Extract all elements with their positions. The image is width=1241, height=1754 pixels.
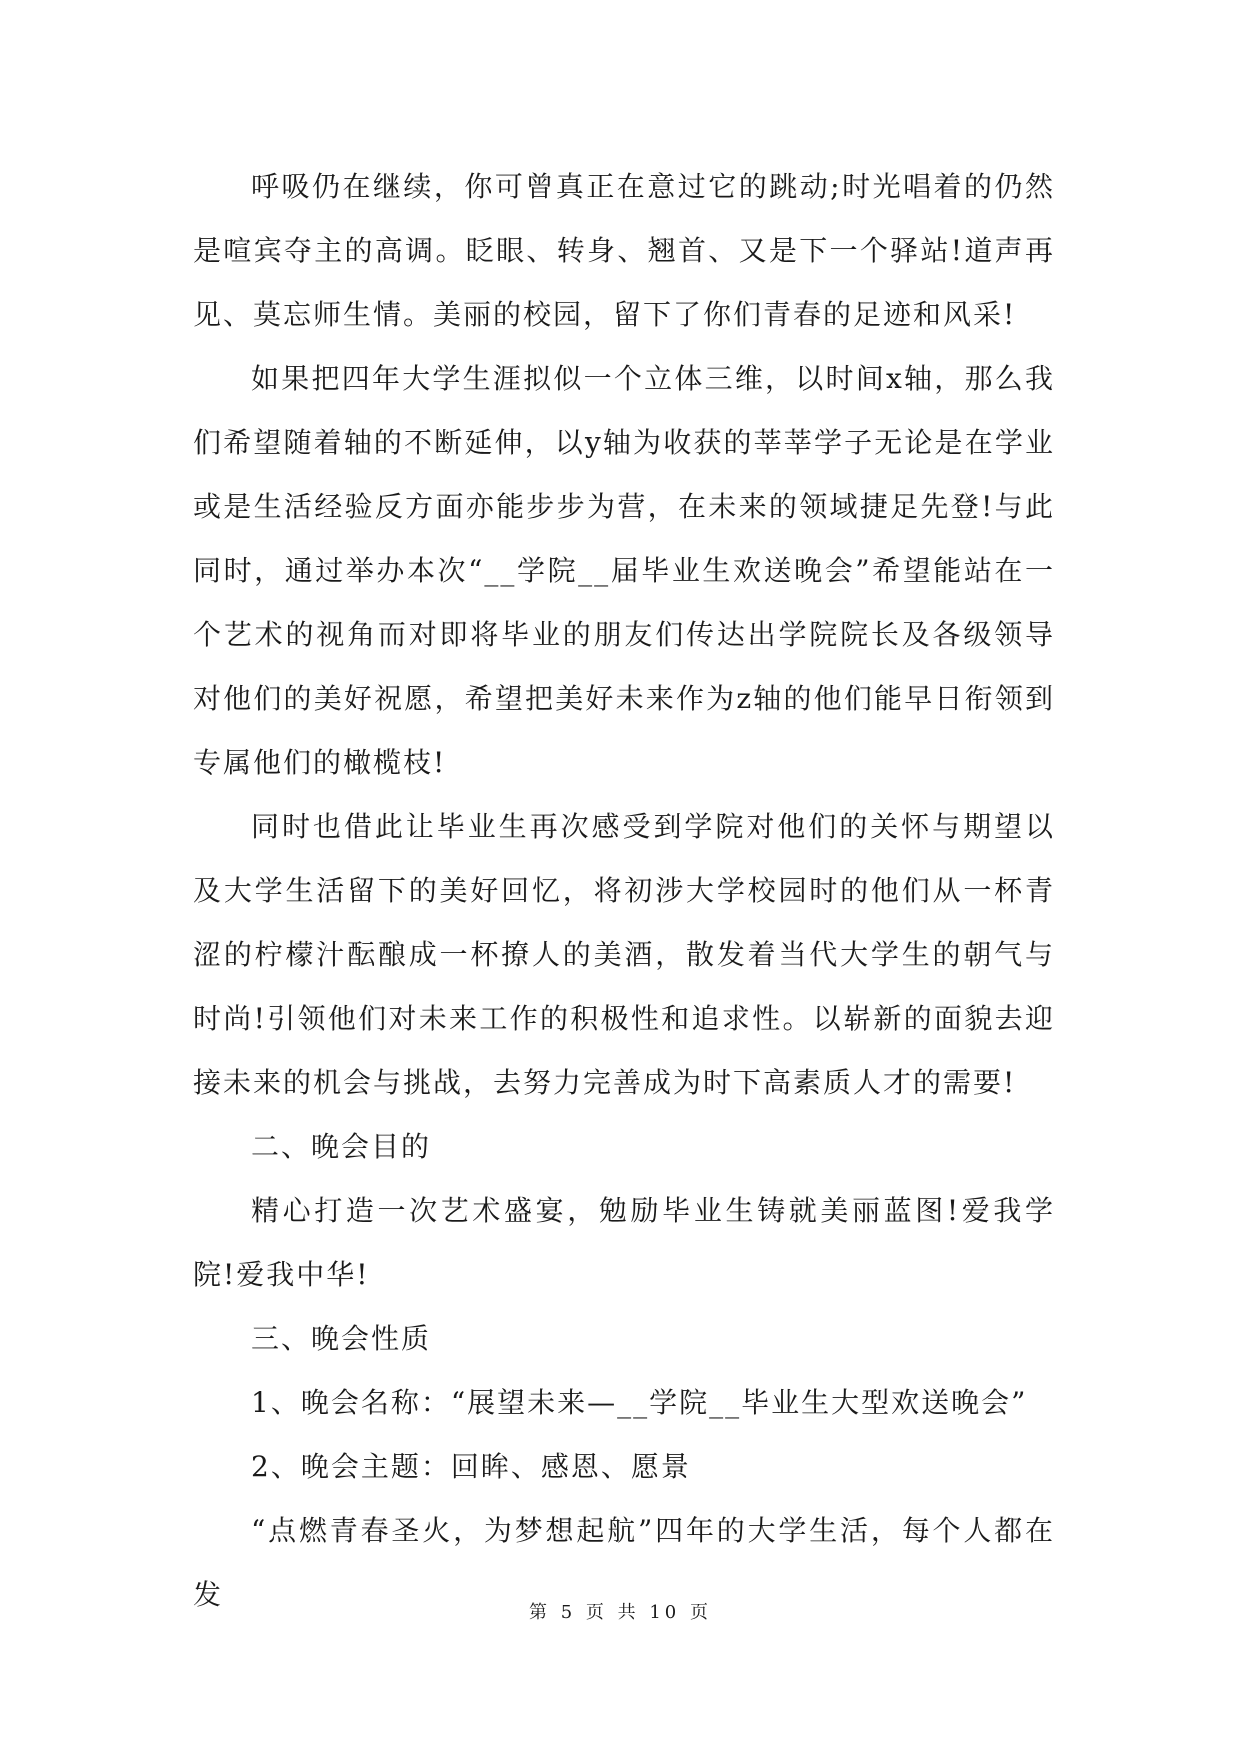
item-event-theme: 2、晚会主题：回眸、感恩、愿景 xyxy=(251,1450,691,1483)
section-heading-nature: 三、晚会性质 xyxy=(251,1322,432,1355)
paragraph-care-and-expectation: 同时也借此让毕业生再次感受到学院对他们的关怀与期望以及大学生活留下的美好回忆，将初涉大学校园时的他们从一杯青涩的柠檬汁酝酿成一杯撩人的美酒，散发着当代大学生的朝气与时尚!引领他们对未来工作的积极性和追求性。以崭新的面貌去迎接未来的机会与挑战，去努力完善成为时下高素质人才的需要! xyxy=(193,810,1055,1099)
section-heading-purpose: 二、晚会目的 xyxy=(251,1130,432,1163)
page-number-footer: 第 5 页 共 10 页 xyxy=(529,1602,712,1623)
paragraph-slogan: “点燃青春圣火，为梦想起航”四年的大学生活，每个人都在发 xyxy=(193,1514,1055,1611)
paragraph-intro: 呼吸仍在继续，你可曾真正在意过它的跳动;时光唱着的仍然是喧宾夺主的高调。眨眼、转身、翘首、又是下一个驿站!道声再见、莫忘师生情。美丽的校园，留下了你们青春的足迹和风采! xyxy=(193,170,1055,331)
item-event-name: 1、晚会名称：“展望未来—__学院__毕业生大型欢送晚会” xyxy=(251,1386,1028,1419)
paragraph-purpose: 精心打造一次艺术盛宴，勉励毕业生铸就美丽蓝图!爱我学院!爱我中华! xyxy=(193,1194,1055,1291)
document-body xyxy=(193,155,1055,1627)
paragraph-three-dimension: 如果把四年大学生涯拟似一个立体三维，以时间x轴，那么我们希望随着轴的不断延伸，以y轴为收获的莘莘学子无论是在学业或是生活经验反方面亦能步步为营，在未来的领域捷足先登!与此同时，通过举办本次“__学院__届毕业生欢送晚会”希望能站在一个艺术的视角而对即将毕业的朋友们传达出学院院长及各级领导对他们的美好祝愿，希望把美好未来作为z轴的他们能早日衔领到专属他们的橄榄枝! xyxy=(193,362,1055,779)
